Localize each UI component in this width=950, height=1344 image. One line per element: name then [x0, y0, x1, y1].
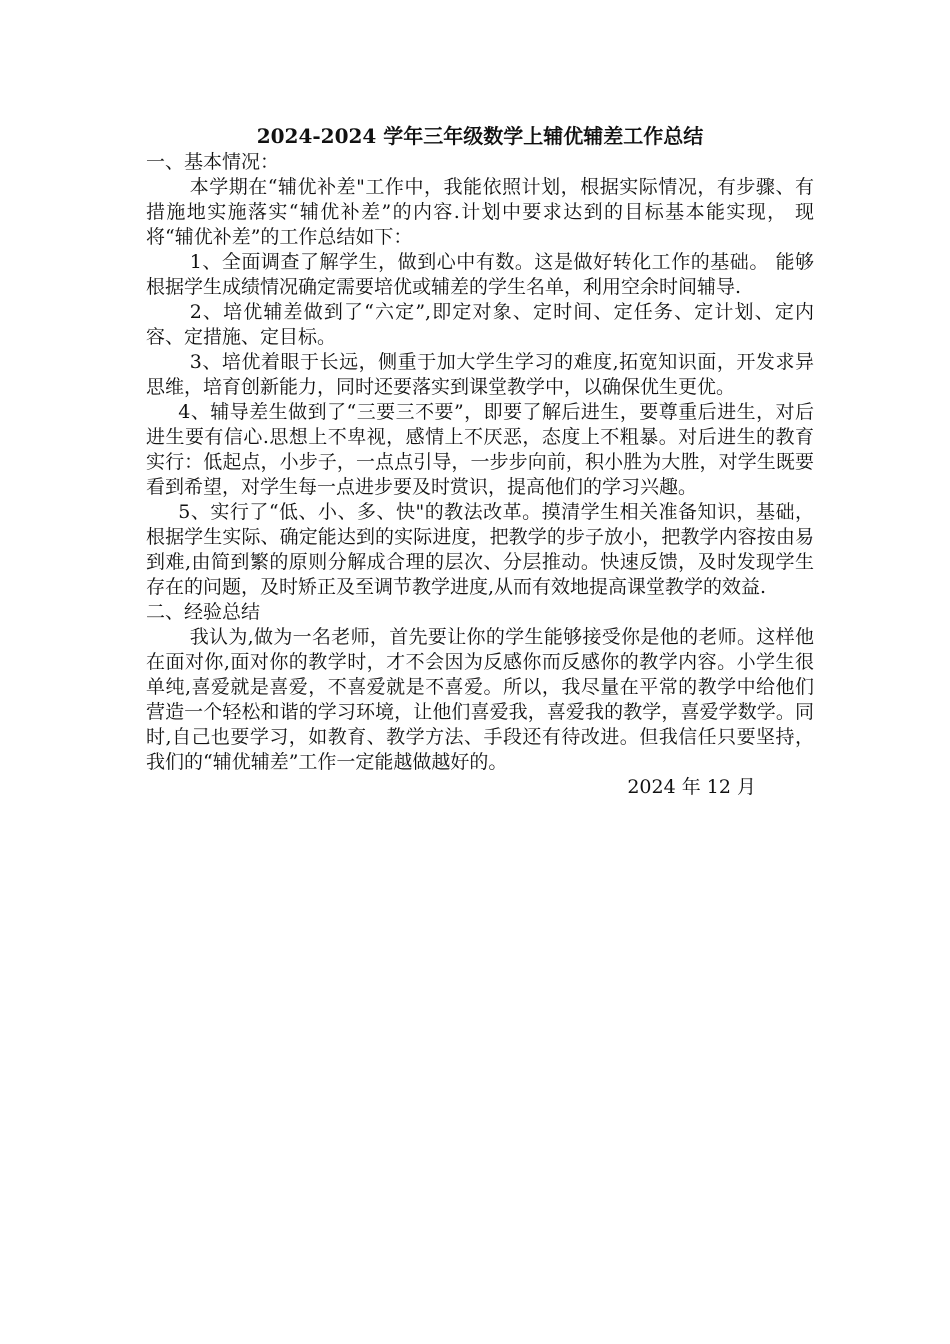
section-heading-basic-situation: 一、基本情况： — [146, 151, 280, 173]
item-paragraph-3: 3、培优着眼于长远，侧重于加大学生学习的难度,拓宽知识面，开发求异思维，培育创新能力，同时还要落实到课堂教学中，以确保优生更优。 — [146, 351, 814, 398]
document-date: 2024 年 12 月 — [627, 776, 756, 798]
experience-paragraph: 我认为,做为一名老师，首先要让你的学生能够接受你是他的老师。这样他在面对你,面对你的教学时，才不会因为反感你而反感你的教学内容。小学生很单纯,喜爱就是喜爱，不喜爱就是不喜爱。所以，我尽量在平常的教学中给他们营造一个轻松和谐的学习环境，让他们喜爱我，喜爱我的教学，喜爱学数学。同时,自己也要学习，如教育、教学方法、手段还有待改进。但我信任只要坚持，我们的“辅优辅差”工作一定能越做越好的。 — [146, 626, 814, 773]
intro-paragraph: 本学期在“辅优补差"工作中，我能依照计划，根据实际情况，有步骤、有措施地实施落实“辅优补差”的内容.计划中要求达到的目标基本能实现， 现将“辅优补差”的工作总结如下： — [146, 176, 814, 248]
document-title: 2024-2024 学年三年级数学上辅优辅差工作总结 — [256, 124, 704, 148]
item-paragraph-2: 2、培优辅差做到了“六定”,即定对象、定时间、定任务、定计划、定内容、定措施、定目标。 — [146, 301, 814, 348]
item-paragraph-4: 4、辅导差生做到了“三要三不要”，即要了解后进生，要尊重后进生，对后进生要有信心.思想上不卑视，感情上不厌恶，态度上不粗暴。对后进生的教育实行：低起点，小步子，一点点引导，一步步向前，积小胜为大胜，对学生既要看到希望，对学生每一点进步要及时赏识，提高他们的学习兴趣。 — [146, 401, 814, 498]
section-heading-experience: 二、经验总结 — [146, 601, 261, 623]
item-paragraph-5: 5、实行了“低、小、多、快"的教法改革。摸清学生相关准备知识，基础，根据学生实际、确定能达到的实际进度，把教学的步子放小，把教学内容按由易到难,由简到繁的原则分解成合理的层次、分层推动。快速反馈，及时发现学生存在的问题，及时矫正及至调节教学进度,从而有效地提高课堂教学的效益. — [146, 501, 814, 598]
item-paragraph-1: 1、全面调查了解学生，做到心中有数。这是做好转化工作的基础。 能够根据学生成绩情况确定需要培优或辅差的学生名单，利用空余时间辅导. — [146, 251, 814, 298]
document-body — [146, 122, 814, 800]
